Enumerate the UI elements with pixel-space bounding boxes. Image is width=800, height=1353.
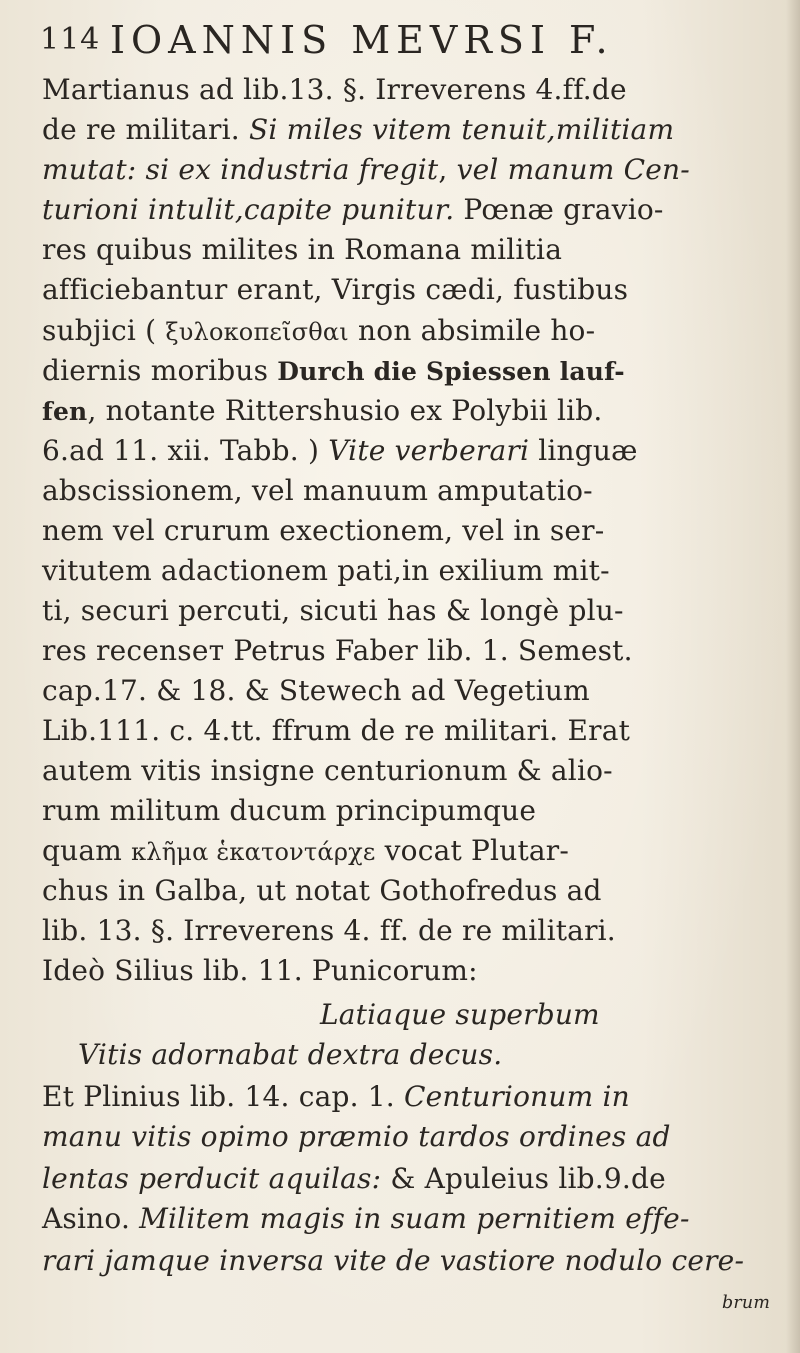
text-run: Vitis adornabat dextra decus. xyxy=(78,1038,503,1071)
text-line xyxy=(42,471,593,511)
text-run: mutat: si ex industria fregit xyxy=(42,153,439,186)
text-line xyxy=(42,911,616,951)
greek-text: ξυλοκοπεῖσθαι xyxy=(165,318,349,346)
text-run: quam xyxy=(42,834,132,867)
text-line xyxy=(42,391,603,431)
text-line xyxy=(42,190,664,230)
text-run: abscissionem, vel manuum amputatio- xyxy=(42,474,593,507)
text-run: ti, securi percuti, sicuti has & longè plu- xyxy=(42,594,624,627)
text-run: autem vitis insigne centurionum & alio- xyxy=(42,754,613,787)
text-line xyxy=(42,551,610,591)
text-line xyxy=(42,351,625,391)
text-line xyxy=(42,1117,671,1157)
text-run: Centurionum in xyxy=(404,1080,630,1113)
text-line xyxy=(42,591,624,631)
text-run: afficiebantur erant, Virgis cædi, fustibus xyxy=(42,273,629,306)
text-line xyxy=(320,995,600,1035)
text-line xyxy=(42,431,638,471)
text-line xyxy=(42,150,690,190)
text-line xyxy=(42,110,674,150)
running-head xyxy=(40,18,770,62)
text-run: chus in Galba, ut notat Gothofredus ad xyxy=(42,874,602,907)
text-line xyxy=(42,270,628,310)
text-run: res quibus milites in Romana militia xyxy=(42,233,563,266)
text-line xyxy=(42,631,633,671)
text-line xyxy=(42,1241,744,1281)
text-run: Lib.111. c. 4.tt. ffrum de re militari. Erat xyxy=(42,714,631,747)
text-line xyxy=(42,230,562,270)
blackletter-text: Durch die Spiessen lauf- xyxy=(277,357,625,386)
text-line xyxy=(42,711,630,751)
text-line xyxy=(42,951,478,991)
text-run: turioni intulit,capite punitur. xyxy=(42,193,455,226)
text-line xyxy=(42,311,595,351)
greek-text: κλῆμα ἑκατοντάρχε xyxy=(131,838,376,866)
text-run: brum xyxy=(722,1293,771,1313)
text-run: rum militum ducum principumque xyxy=(42,794,537,827)
text-run: vitutem adactionem pati,in exilium mit- xyxy=(42,554,610,587)
text-run: lib. 13. §. Irreverens 4. ff. de re militari. xyxy=(42,914,616,947)
text-run: , xyxy=(438,153,457,186)
text-run: Latiaque superbum xyxy=(320,998,600,1031)
text-line xyxy=(42,1077,630,1117)
text-run: Vite verberari xyxy=(328,434,530,467)
text-line xyxy=(42,511,604,551)
text-line xyxy=(42,70,627,110)
text-line xyxy=(42,671,590,711)
text-line xyxy=(42,1159,666,1199)
text-run: Martianus ad lib.13. §. Irreverens 4.ff.de xyxy=(42,73,627,106)
text-run: subjici ( xyxy=(42,314,166,347)
blackletter-text: fen xyxy=(42,397,88,426)
text-run: cap.17. & 18. & Stewech ad Vegetium xyxy=(42,674,590,707)
text-line xyxy=(42,791,536,831)
text-line xyxy=(42,831,569,871)
text-run: res recensет Petrus Faber lib. 1. Semest. xyxy=(42,634,633,667)
text-run: manu vitis opimo præmio tardos ordines ad xyxy=(42,1120,671,1153)
running-head-title: IOANNIS MEVRSI F. xyxy=(110,18,614,62)
page-number: 114 xyxy=(40,22,101,57)
text-run: de re militari. xyxy=(42,113,249,146)
text-run: Si miles vitem tenuit,militiam xyxy=(248,113,675,146)
text-run: 6.ad 11. xii. Tabb. ) xyxy=(42,434,329,467)
text-run: non absimile ho- xyxy=(348,314,596,347)
text-run: linguæ xyxy=(529,434,638,467)
text-run: vel manum Cen- xyxy=(456,153,690,186)
text-run: Et Plinius lib. 14. cap. 1. xyxy=(42,1080,405,1113)
text-run: Ideò Silius lib. 11. Punicorum: xyxy=(42,954,478,987)
text-run: vocat Plutar- xyxy=(375,834,570,867)
text-run: lentas perducit aquilas: xyxy=(42,1162,382,1195)
text-run: nem vel crurum exectionem, vel in ser- xyxy=(42,514,605,547)
text-run: Asino. xyxy=(42,1202,140,1235)
text-run: & Apuleius lib.9.de xyxy=(381,1162,666,1195)
text-run: rari jamque inversa vite de vastiore nodulo cere- xyxy=(42,1244,745,1277)
text-line xyxy=(78,1035,502,1075)
text-line xyxy=(42,751,613,791)
text-run: diernis moribus xyxy=(42,354,278,387)
text-run: Pœnæ gravio- xyxy=(454,193,664,226)
text-run: Militem magis in suam pernitiem effe- xyxy=(139,1202,690,1235)
text-run: , notante Rittershusio ex Polybii lib. xyxy=(87,394,603,427)
text-line xyxy=(722,1283,770,1323)
page-spine-shadow xyxy=(786,0,800,1353)
text-line xyxy=(42,871,602,911)
text-line xyxy=(42,1199,690,1239)
